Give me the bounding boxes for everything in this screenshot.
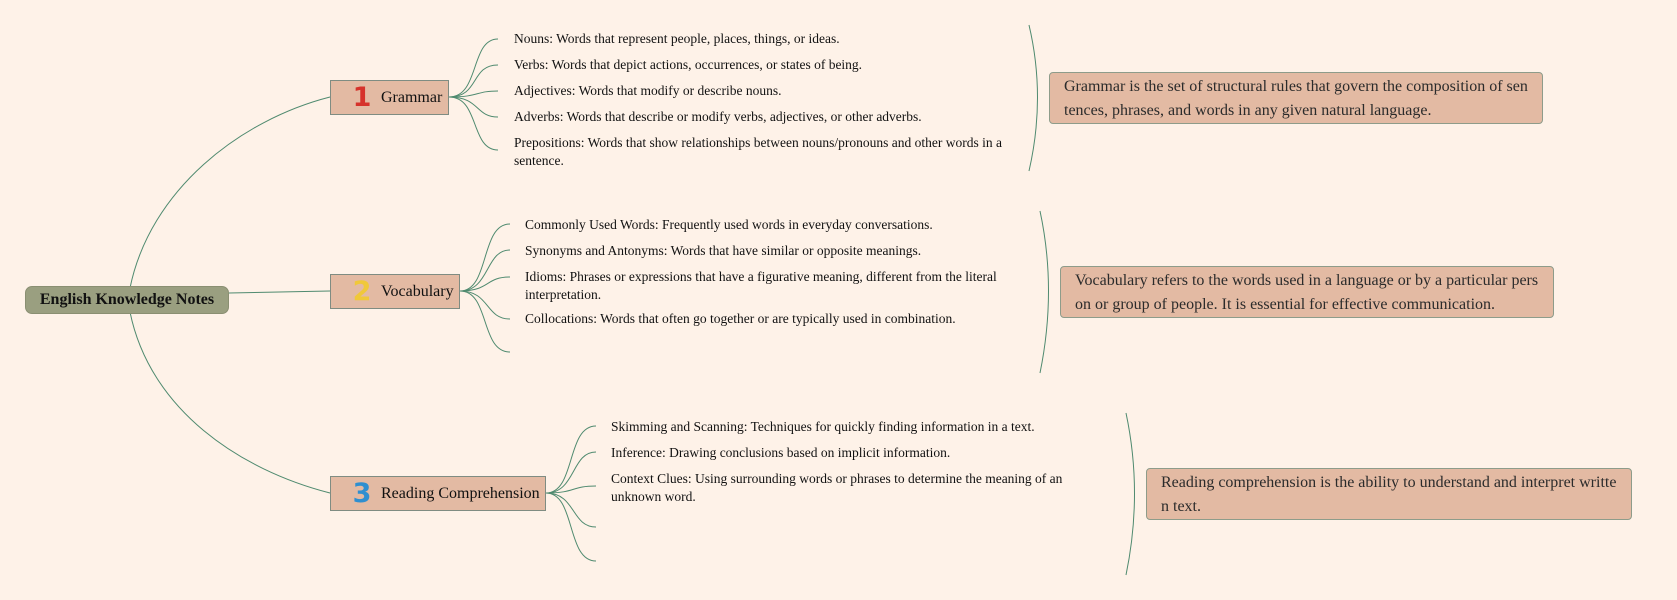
root-node[interactable] [25,286,229,314]
root-label: English Knowledge Notes [39,291,215,308]
link-root-grammar [130,97,330,288]
branch-grammar[interactable] [330,80,449,115]
link-vocabulary-leaf [460,291,510,319]
link-grammar-leaf [449,97,498,117]
leaf-item[interactable]: Idioms: Phrases or expressions that have a figurative meaning, different from the literal interpretation. [525,269,997,302]
leaf-item[interactable]: Adverbs: Words that describe or modify verbs, adjectives, or other adverbs. [514,109,922,124]
link-vocabulary-leaf [460,291,510,352]
link-grammar-leaf [449,39,498,97]
number-three-icon: 3 [352,478,372,509]
number-two-icon: 2 [352,276,372,307]
summary-bracket-reading [1126,413,1135,575]
leaf-item[interactable]: Nouns: Words that represent people, places, things, or ideas. [514,31,840,46]
branch-label: Vocabulary [381,282,454,300]
leaf-item[interactable]: Commonly Used Words: Frequently used words in everyday conversations. [525,217,933,232]
link-reading-leaf [546,426,596,493]
leaf-item[interactable]: Synonyms and Antonyms: Words that have similar or opposite meanings. [525,243,922,258]
link-root-reading [130,312,330,493]
leaf-item[interactable]: Verbs: Words that depict actions, occurrences, or states of being. [514,57,863,72]
summary-vocabulary[interactable]: Vocabulary refers to the words used in a language or by a particular person or group of people. It is essential for effective communication. [1060,266,1554,318]
leaf-item[interactable]: Collocations: Words that often go together or are typically used in combination. [525,311,956,326]
leaf-item[interactable]: Prepositions: Words that show relationships between nouns/pronouns and other words in a sentence. [514,135,1002,168]
summary-bracket-grammar [1029,25,1038,171]
leaf-item[interactable]: Context Clues: Using surrounding words or phrases to determine the meaning of an unknown word. [611,471,1063,504]
link-vocabulary-leaf [460,224,510,291]
branch-reading-comprehension[interactable] [330,476,546,511]
link-reading-leaf [546,493,596,527]
branch-label: Reading Comprehension [381,484,540,502]
branch-vocabulary[interactable] [330,274,460,309]
leaf-item[interactable]: Adjectives: Words that modify or describe nouns. [514,83,782,98]
summary-grammar[interactable]: Grammar is the set of structural rules that govern the composition of sentences, phrases, and words in any given natural language. [1049,72,1543,124]
summary-reading-comprehension[interactable]: Reading comprehension is the ability to understand and interpret written text. [1146,468,1632,520]
link-reading-leaf [546,493,596,561]
leaf-item[interactable]: Inference: Drawing conclusions based on implicit information. [611,445,951,460]
summary-bracket-vocabulary [1040,211,1049,373]
leaf-item[interactable]: Skimming and Scanning: Techniques for quickly finding information in a text. [611,419,1035,434]
link-root-vocabulary [229,291,330,293]
number-one-icon: 1 [352,82,372,113]
branch-label: Grammar [381,88,443,106]
